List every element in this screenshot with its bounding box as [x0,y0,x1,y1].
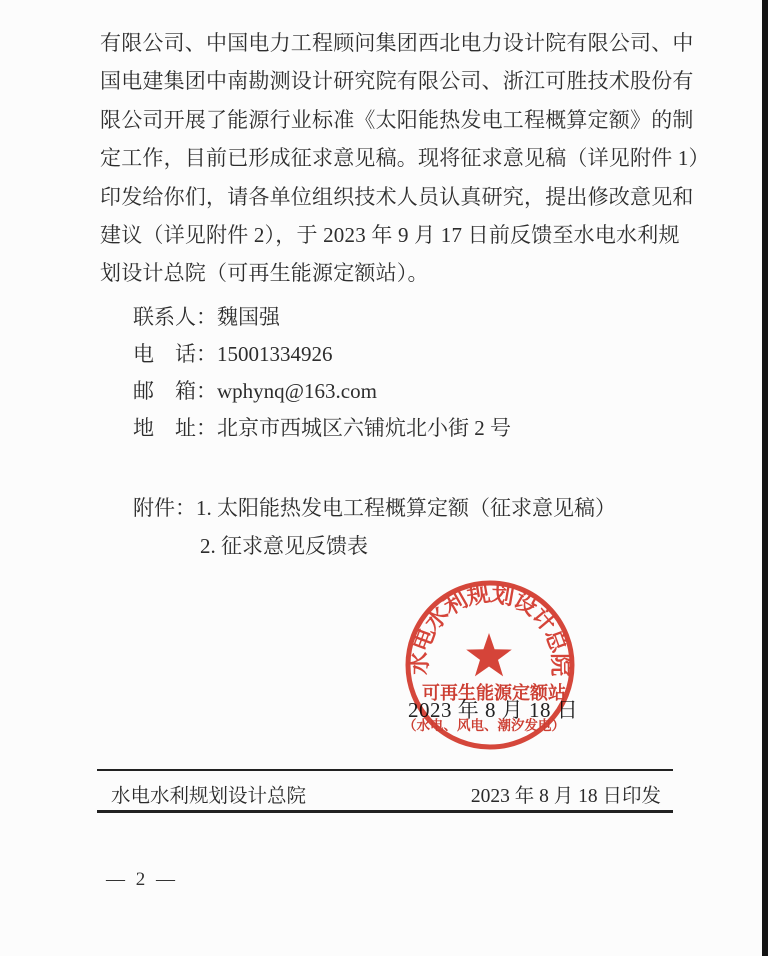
attachment-item-1 [133,490,616,528]
footer-print-date: 2023 年 8 月 18 日印发 [470,786,661,807]
body-line: 建议（详见附件 2），于 2023 年 9 月 17 日前反馈至水电水利规 [100,223,680,248]
contact-label: 邮 箱： [133,379,217,403]
page-number: — 2 — [106,869,178,890]
attachment-text: 1. 太阳能热发电工程概算定额（征求意见稿） [196,496,616,520]
attachments-block [133,490,616,565]
contact-person-row [133,299,511,336]
body-line: 有限公司、中国电力工程顾问集团西北电力设计院有限公司、中 [100,31,694,55]
contact-value: 北京市西城区六铺炕北小街 2 号 [217,416,511,440]
footer-row [97,779,673,809]
official-seal [395,570,585,760]
contact-block [133,299,511,447]
scan-edge-shadow [762,0,768,956]
seal-subtitle-text: （水电、风电、潮汐发电） [403,718,565,733]
body-line: 国电建集团中南勘测设计研究院有限公司、浙江可胜技术股份有 [100,69,694,94]
contact-value: 魏国强 [217,305,280,329]
attachments-label: 附件： [133,496,196,520]
body-line: 限公司开展了能源行业标准《太阳能热发电工程概算定额》的制 [100,107,694,132]
seal-arc-text: 水电水利规划设计总院 [405,580,575,676]
body-line: 印发给你们，请各单位组织技术人员认真研究，提出修改意见和 [100,184,694,209]
contact-value: wphynq@163.com [217,379,377,403]
seal-station-text: 可再生能源定额站 [422,683,566,703]
contact-email-row [133,373,511,410]
body-line: 定工作，目前已形成征求意见稿。现将征求意见稿（详见附件 1） [100,146,710,171]
contact-label: 电 话： [133,342,217,366]
attachment-item-2: 2. 征求意见反馈表 [200,533,368,558]
contact-value: 15001334926 [217,342,333,366]
contact-label: 地 址： [133,416,217,440]
footer-rule-top [97,769,673,771]
contact-address-row [133,410,511,447]
footer-rule-bottom [97,810,673,813]
footer-issuer: 水电水利规划设计总院 [111,786,307,807]
body-paragraph [100,24,710,293]
contact-phone-row [133,336,511,373]
body-line: 划设计总院（可再生能源定额站）。 [100,261,429,286]
contact-label: 联系人： [133,305,217,329]
star-icon [466,633,512,676]
signature-date: 2023 年 8 月 18 日 [408,698,579,722]
